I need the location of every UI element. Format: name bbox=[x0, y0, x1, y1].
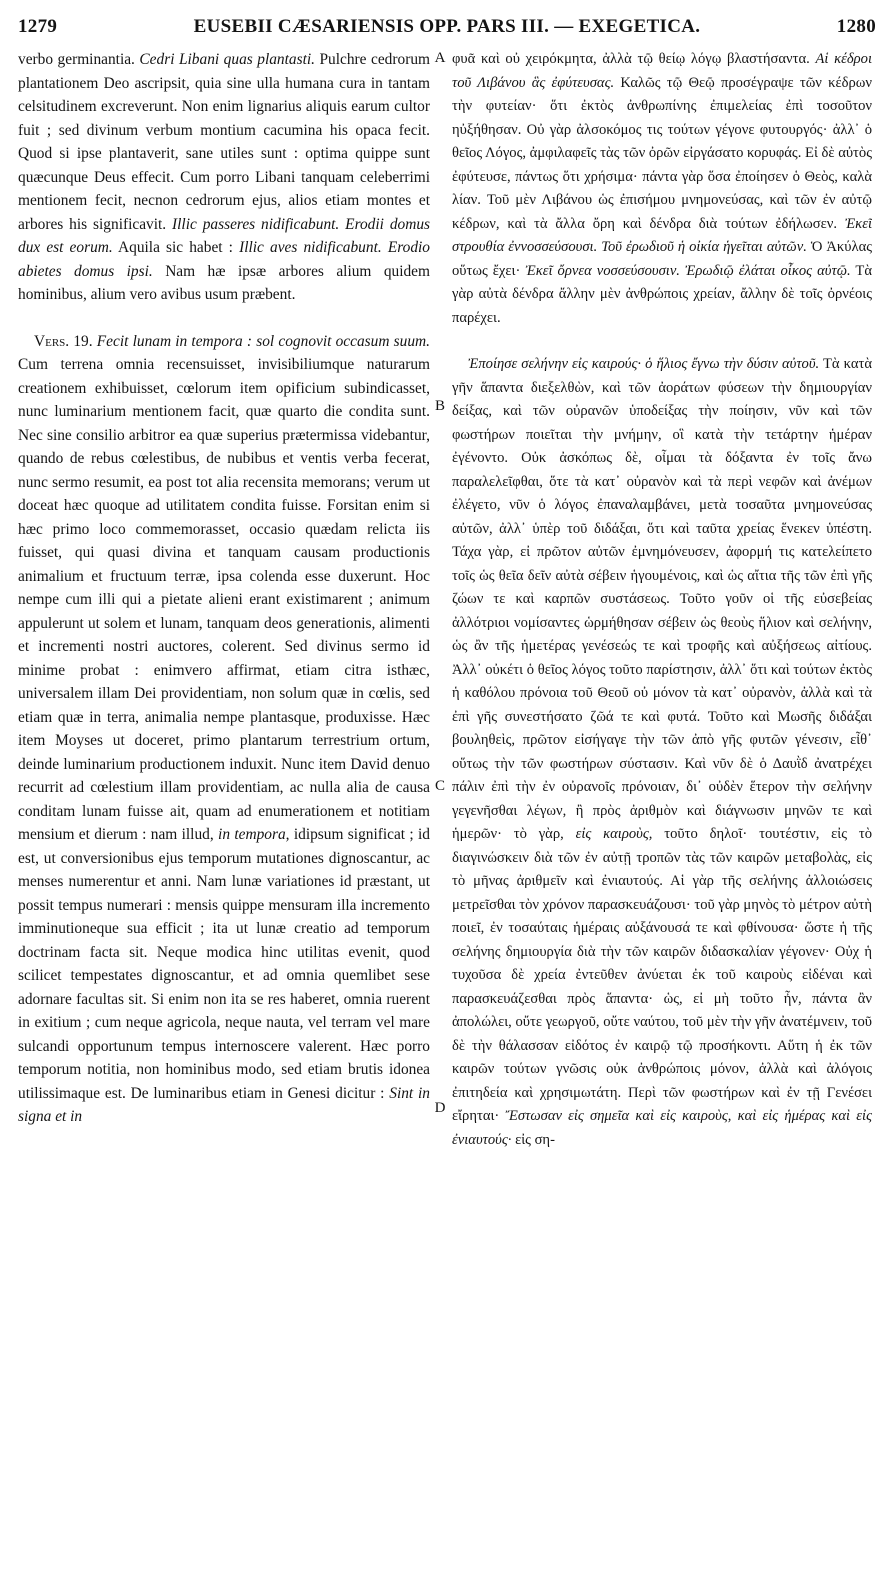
running-title: EUSEBII CÆSARIENSIS OPP. PARS III. — EXEGETICA. bbox=[193, 16, 701, 37]
latin-text: idipsum significat ; id est, ut conversionibus ejus temporum mutationes dignoscantur, ac menses numerentur et anni. Nam lunæ variationes id præstant, ut possit tempus numerari : mensis quippe mensuram illa incremento imminutioneque sua efficit ; ita ut lunæ creatio ad temporum doctrinam facta sit. Neque modica hinc utilitas evenit, quod scilicet tempestates dignoscantur, et ad omnia quemlibet sese adornare facultas sit. Si enim non ita se res haberet, omnia ruerent in exitium ; cum neque agricola, neque nauta, vel terram vel mare sulcandi opportunum tempus internoscere valerent. Hæc porro temporum notitia, non hominibus modo, sed etiam brutis idonea utilissimaque est. De luminaribus etiam in Genesi dicitur : bbox=[18, 826, 430, 1102]
greek-text: Τὰ γὰρ αὐτὰ δένδρα ἄλλην μὲν ἀνθρώποις χρείαν, ἄλλην δὲ τοῖς ὀρνέοις παρέχει. bbox=[452, 262, 872, 326]
margin-marker-a: A bbox=[434, 50, 446, 66]
running-header bbox=[18, 10, 876, 40]
margin-marker-c: C bbox=[434, 778, 445, 794]
margin-marker-d: D bbox=[434, 1100, 446, 1116]
greek-text: Τὰ κατὰ γῆν ἅπαντα διεξελθὼν, καὶ τῶν ἀοράτων φύσεων τὴν δημιουργίαν δείξας, καὶ τῶν οὐρανῶν ὑποδείξας τὴν ποίησιν, νῦν καὶ τῶν φωστήρων ποιεῖται τὴν μνήμην, οἳ κατὰ τὴν τετάρτην ἡμέραν ἐγένοντο. Οὐκ ἀσκόπως δὲ, οἶμαι τὰ δόξαντα ἐν τοῖς ἄνω παραλελεῖφθαι, ὅτε τὰ κατ᾽ οὐρανὸν καὶ τὰ περὶ νεφῶν καὶ ἀνέμων ἐλέγετο, νῦν ὁ λόγος ἐπαναλαμβάνει, μετὰ τοσαῦτα μνημονεύσας αὐτῶν, ἀλλ᾽ ὑπὲρ τοῦ διδάξαι, ὅτι καὶ ταῦτα χρείας ἕνεκεν ὑπέστη. Τάχα γὰρ, εἰ πρῶτον αὐτῶν ἐμνημόνευσεν, ἀφορμή τις κατελείπετο τοῖς ὡς θεῖα δεῖν αὐτὰ σέβειν ἡγουμένοις, καὶ ὡς αἴτια τῆς τῶν ἐπὶ γῆς ζώων τε καὶ καρπῶν συστάσεως. Τοῦτο γοῦν οἱ τῆς εὐσεβείας ἀλλότριοι νομίσαντες ὡρμήθησαν σέβειν ὡς θεοὺς ἥλιον καὶ σελήνην, ὡς ἂν τῆς ἡμετέρας γενέσεώς τε καὶ τροφῆς καὶ αὐξήσεως αἰτίους. Ἀλλ᾽ οὐκέτι ὁ θεῖος λόγος τοῦτο παρίστησιν, ἀλλ᾽ ὅτι καὶ τούτων ἐκτὸς ἡ καθόλου πρόνοια τοῦ Θεοῦ οὐ μόνον τὰ κατ᾽ οὐρανὸν, ἀλλὰ καὶ τὰ ἐπὶ γῆς συνεστήσατο ζῶά τε καὶ φυτά. Τοῦτο καὶ Μωσῆς διδάξαι βουληθεὶς, πρῶτον εἰσήγαγε τὴν τῶν ἀπὸ γῆς φυτῶν γένεσιν, εἶθ᾽ οὕτως τὴν τῶν φωστήρων σύστασιν. Καὶ νῦν δὲ ὁ Δαυῒδ ἀνατρέχει πάλιν ἐπὶ τὴν ἐν οὐρανοῖς πρόνοιαν, δι᾽ οὐδὲν ἕτερον τὴν σελήνην γεγενῆσθαι λέγων, ἢ πρὸς ἀριθμὸν καὶ διάγνωσιν μηνῶν τε καὶ ἡμερῶν· τὸ γὰρ, bbox=[452, 356, 872, 842]
latin-text: Cum terrena omnia recensuisset, invisibiliumque naturarum creationem exhibuisset, cœlorum item opificium subindicasset, nunc luminarium mentionem facit, quæ quarto die condita sunt. Nec sine consilio arbitror ea quæ superius prætermissa videbantur, quando de rebus cœlestibus, de nubibus et ventis verba fecerat, nunc sermo resumit, ea post tot alia recensita memorans; verum ut doceat hæc quoque ad utilitatem condita fuisse. Forsitan enim si hæc primo loco commemorasset, occasio quædam relicta iis fuisset, qui quasi divina et tanquam causam productionis animalium et fructuum terræ, ipsa colenda esse duxerunt. Hoc nempe cum illi qui a pietate alieni erant existimarent ; animum appulerunt ut solem et lunam, tanquam deos generationis, alimenti et incrementi nostri auctores, colerent. Sed divinus sermo id minime probat : enimvero affirmat, etiam citra isthæc, universalem illam Dei providentiam, non solum quæ in cœlis, sed etiam quæ in terra, animalia nempe plantasque, produxisse. Hæc item Moyses ut doceret, primo plantarum terrestrium ortum, deinde luminarium productionem induxit. Nunc item David denuo recurrit ad cœlestium illam providentiam, ac nulla alia de causa conditam lunam fuisse ait, quam ad enumerationem et notitiam mensium et dierum : nam illud, bbox=[18, 356, 430, 843]
latin-lemma: Sint in signa et in bbox=[18, 1084, 430, 1125]
greek-lemma: εἰς καιροὺς, bbox=[575, 826, 653, 842]
latin-lemma: Cedri Libani quas plantasti. bbox=[139, 51, 315, 68]
latin-lemma: Fecit lunam in tempora : sol cognovit occasum suum. bbox=[96, 332, 430, 350]
greek-lemma: Ἔστωσαν εἰς σημεῖα καὶ εἰς καιροὺς, καὶ εἰς ἡμέρας καὶ εἰς ἐνιαυτούς· bbox=[452, 1108, 872, 1148]
greek-text: Καλῶς τῷ Θεῷ προσέγραψε τῶν κέδρων τὴν φυτείαν· ὅτι ἐκτὸς ἀνθρωπίνης ἐπιμελείας ἐπὶ τοσοῦτον ηὐξήθησαν. Οὐ γὰρ ἀλσοκόμος τις τούτων γέγονε φυτουργός· ἀλλ᾽ ὁ θεῖος Λόγος, ἀμφιλαφεῖς τὰς τῶν ὀρῶν εἰργάσατο κορυφάς. Εἰ δὲ αὐτὸς ἐφύτευσε, πάντως ὅτι χρήσιμα· πάντα γὰρ ὅσα ἐποίησεν ὁ Θεὸς, καλὰ λίαν. Τοῦ μὲν Λιβάνου ὡς ἐπισήμου μνημονεύσας, καὶ τῶν ἐν αὐτῷ κέδρων, καὶ τὰ ἄλλα ὄρη καὶ δένδρα διὰ τούτων ἐδήλωσεν. bbox=[452, 74, 872, 232]
greek-text: Ὁ Ἀκύλας οὕτως ἔχει· bbox=[452, 239, 872, 279]
verse-label: Vers. 19. bbox=[34, 332, 93, 350]
page-number-right: 1280 bbox=[836, 16, 876, 37]
page-number-left: 1279 bbox=[18, 16, 58, 37]
latin-lemma: in tempora, bbox=[218, 826, 290, 843]
latin-text: Nam hæ ipsæ arbores alium quidem hominibus, alium vero avibus usum præbent. bbox=[18, 262, 430, 303]
latin-text: Aquila sic habet : bbox=[112, 239, 240, 256]
latin-text: verbo germinantia. bbox=[18, 51, 140, 68]
greek-lemma: Ἐποίησε σελήνην εἰς καιρούς· ὁ ἥλιος ἔγνω τὴν δύσιν αὐτοῦ. bbox=[468, 356, 820, 372]
greek-lemma: Ἐκεῖ στρουθία ἐννοσσεύσουσι. Τοῦ ἐρωδιοῦ ἡ οἰκία ἡγεῖται αὐτῶν. bbox=[452, 215, 872, 255]
greek-lemma: Αἱ κέδροι τοῦ Λιβάνου ἃς ἐφύτευσας. bbox=[452, 51, 872, 91]
greek-text: εἰς ση- bbox=[511, 1131, 555, 1148]
latin-lemma: Illic aves nidificabunt. Erodio abietes domus ipsi. bbox=[18, 239, 430, 280]
greek-lemma: Ἐκεῖ ὄρνεα νοσσεύσουσιν. Ἐρωδιῷ ἐλάται οἶκος αὐτῷ. bbox=[525, 262, 851, 279]
greek-text: τοῦτο δηλοῖ· τουτέστιν, εἰς τὸ διαγινώσκειν διὰ τῶν ἐν αὐτῇ τροπῶν τὰς τῶν καιρῶν μεταβολὰς, εἰς τὸ μῆνας ἀριθμεῖν καὶ ἐνιαυτούς. Αἱ γὰρ τῆς σελήνης ἀλλοιώσεις μετρεῖσθαι τὸν χρόνον παρασκευάζουσι· τοῦ γὰρ μηνὸς τὸ μέτρον αὐτὴ ποιεῖ, ἐν τοσαύταις ἡμέραις αὐξάνουσά τε καὶ φθίνουσα· ὥστε ἡ τῆς σελήνης δημιουργία διὰ τὴν τῶν καιρῶν διδασκαλίαν γέγονεν· Οὐχ ἡ τυχοῦσα δὲ χρεία ἐντεῦθεν ἀνύεται ἐκ τοῦ καιροὺς εἰδέναι καὶ παρασκευάζεσθαι πρὸς ἅπαντα· ὡς, εἰ μὴ τοῦτο ἦν, πάντα ἂν ἀπολώλει, οὔτε γεωργοῦ, οὔτε ναύτου, τοῦ μὲν τὴν γῆν ἀνατέμνειν, τοῦ δὲ τὴν θάλασσαν εἰδότος ἐν καιρῷ τῷ προσήκοντι. Αὕτη ἡ ἐκ τῶν καιρῶν τούτων γνῶσις οὐκ ἀνθρώποις μόνον, ἀλλὰ καὶ ἀλόγοις ἐπιτηδεία καὶ χρησιμωτάτη. Περὶ τῶν φωστήρων καὶ ἐν τῇ Γενέσει εἴρηται· bbox=[452, 826, 872, 1124]
latin-text: Pulchre cedrorum plantationem Deo ascripsit, quia sine ulla humana cura in tantam celsitudinem excreverunt. Non enim lignarius aliquis earum cultor fuit ; sed divinum verbum montium cacumina his opaca fecit. Quod si ipse plantaverit, sane utiles sunt : optima quippe sunt quæcunque Deus effecit. Cum porro Libani tanquam celeberrimi mentionem fecit, necnon cedrorum ejus, alios etiam montes et arbores his significavit. bbox=[18, 51, 430, 233]
latin-column bbox=[18, 48, 430, 1576]
margin-marker-b: B bbox=[434, 398, 445, 414]
latin-paragraph-1 bbox=[18, 48, 430, 307]
greek-column bbox=[452, 48, 872, 1576]
greek-text: φυᾶ καὶ οὐ χειρόκμητα, ἀλλὰ τῷ θείῳ λόγῳ βλαστήσαντα. bbox=[452, 51, 816, 67]
greek-paragraph-2 bbox=[452, 353, 872, 1152]
latin-paragraph-2 bbox=[18, 330, 430, 1129]
latin-lemma: Illic passeres nidificabunt. Erodii domus dux est eorum. bbox=[18, 215, 430, 256]
greek-paragraph-1 bbox=[452, 48, 872, 330]
